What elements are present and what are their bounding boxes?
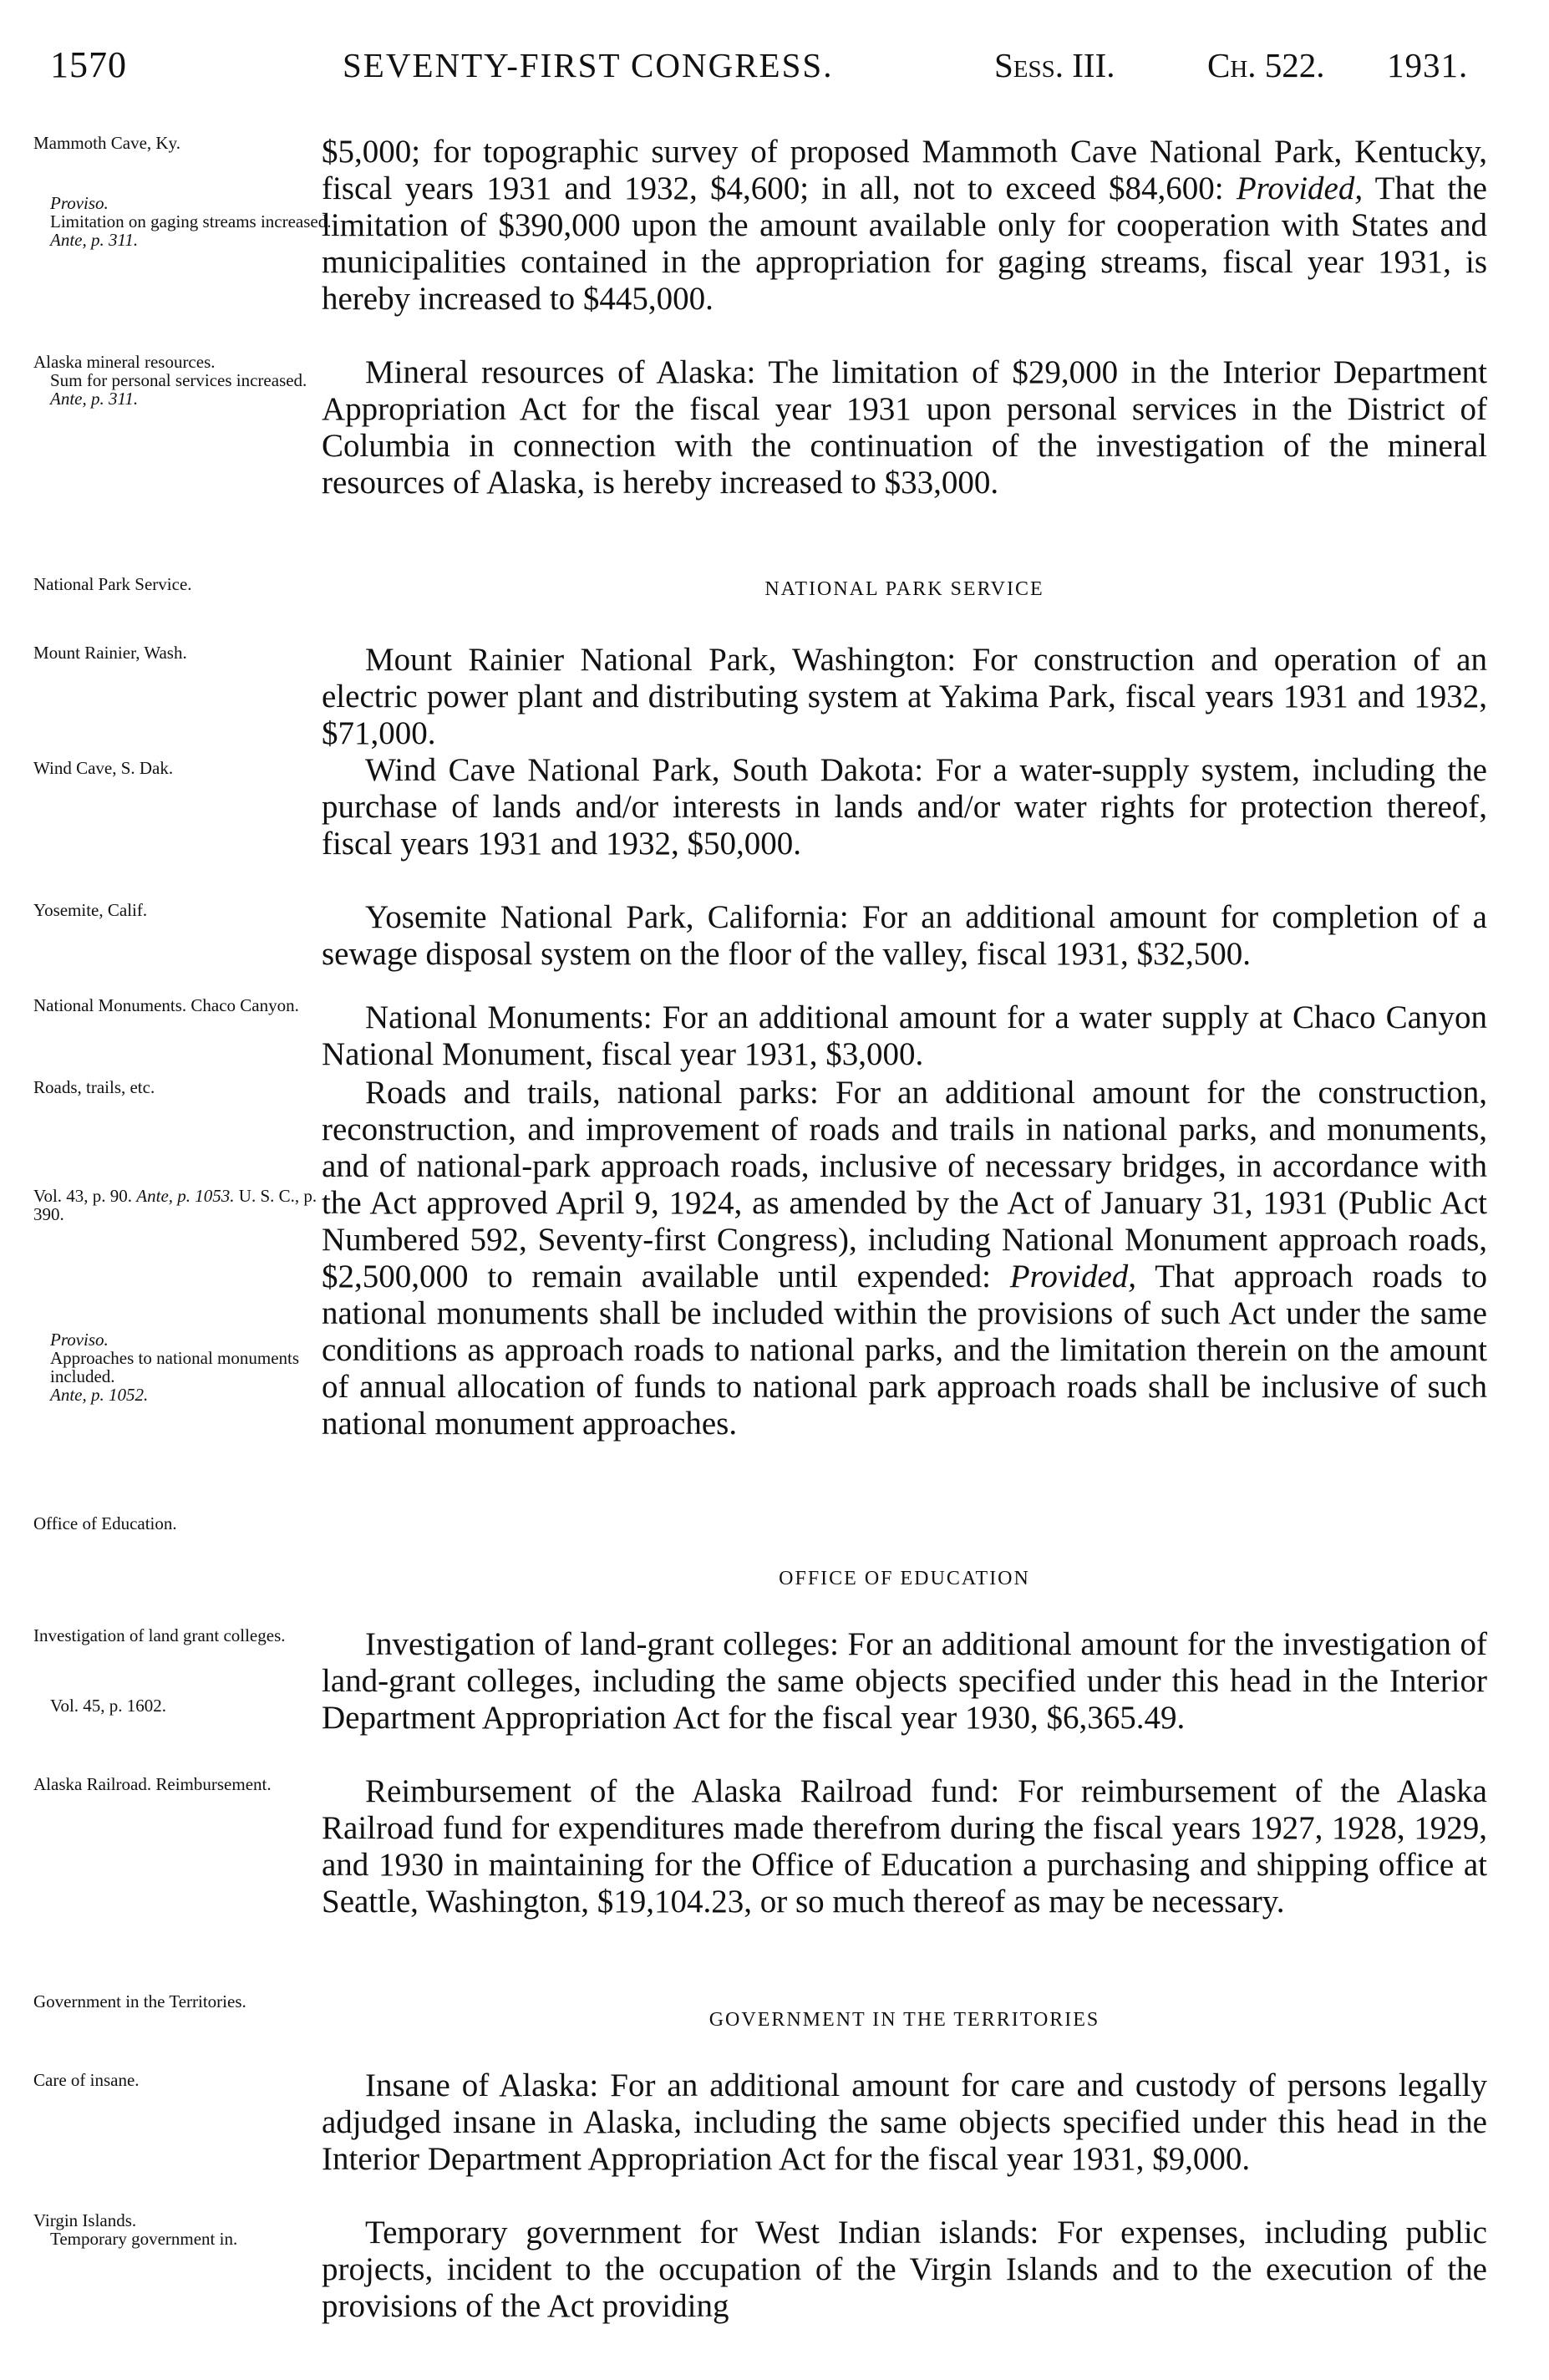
paragraph-text: Temporary government for West Indian islands: For expenses, including public projects, incident to the occupation of the Virgin Islands and to the execution of the provisions of the Act providing: [322, 2215, 1487, 2324]
margin-note-line: Proviso.: [50, 1330, 109, 1350]
margin-note-monuments: [33, 996, 334, 1015]
margin-note-line: Limitation on gaging streams increased.: [50, 211, 332, 231]
margin-note-nps: [33, 575, 334, 593]
margin-note-line: Yosemite, Calif.: [33, 900, 148, 920]
margin-note-education: [33, 1514, 334, 1533]
paragraph-text: That the limitation of $390,000 upon the amount available only for cooperation with States and municipalities contained in the appropriation for gaging streams, fiscal year 1931, is hereby increased to $445,000.: [322, 170, 1487, 317]
paragraph-text: National Monuments: For an additional amount for a water supply at Chaco Canyon National Monument, fiscal year 1931, $3,000.: [322, 999, 1487, 1072]
page-number: 1570: [50, 44, 127, 85]
margin-note-line: Alaska Railroad.: [33, 1774, 152, 1794]
margin-note-line: Roads, trails, etc.: [33, 1077, 155, 1097]
paragraph-text: Yosemite National Park, California: For an additional amount for completion of a sewage disposal system on the floor of the valley, fiscal 1931, $32,500.: [322, 899, 1487, 972]
margin-note-line: Alaska mineral resources.: [33, 352, 216, 372]
paragraph-mammoth-cave: [322, 134, 1487, 318]
margin-note-vol45: [33, 1696, 334, 1715]
paragraph-text: Reimbursement of the Alaska Railroad fund: For reimbursement of the Alaska Railroad fund for expenditures made therefrom during the fiscal years 1927, 1928, 1929, and 1930 in maintaining for the Office of Education a purchasing and shipping office at Seattle, Washington, $19,104.23, or so much thereof as may be necessary.: [322, 1773, 1487, 1920]
provided-italic: Provided,: [1009, 1259, 1137, 1294]
paragraph-text: Roads and trails, national parks: For an additional amount for the construction, reconstruction, and improvement of roads and trails in national parks, and monuments, and of national-park approach roads, inclusive of necessary bridges, in accordance with the Act approved April 9, 1924, as amended by the Act of January 31, 1931 (Public Act Numbered 592, Seventy-first Congress), including National Monument approach roads, $2,500,000 to remain available until expended:: [322, 1075, 1487, 1294]
chapter-label: Ch. 522.: [1207, 46, 1325, 84]
margin-note-line: Approaches to national monuments included.: [50, 1348, 300, 1386]
margin-note-vol43: [33, 1187, 334, 1223]
session-label: Sess. III.: [994, 46, 1115, 84]
margin-note-line: National Monuments.: [33, 995, 187, 1015]
margin-note-railroad: [33, 1775, 334, 1793]
section-heading-education: OFFICE OF EDUCATION: [779, 1568, 1030, 1589]
paragraph-insane-alaska: [322, 2067, 1487, 2178]
paragraph-alaska-mineral: [322, 354, 1487, 501]
paragraph-text: $5,000; for topographic survey of proposed Mammoth Cave National Park, Kentucky, fiscal years 1931 and 1932, $4,600; in all, not to exceed $84,600:: [322, 134, 1487, 206]
congress-title: SEVENTY-FIRST CONGRESS.: [343, 46, 834, 84]
margin-note-line: Reimbursement.: [155, 1774, 272, 1794]
margin-note-alaska-mineral: [33, 353, 334, 408]
margin-note-line: Mount Rainier, Wash.: [33, 643, 187, 663]
margin-note-line: Investigation of land grant colleges.: [33, 1625, 286, 1645]
margin-note-virgin: [33, 2211, 334, 2248]
margin-note-line: Proviso.: [50, 193, 109, 213]
year-label: 1931.: [1387, 46, 1469, 84]
margin-note-proviso-gaging: [33, 194, 334, 249]
margin-note-line: Vol. 45, p. 1602.: [50, 1696, 167, 1716]
margin-note-line: Ante, p. 311.: [50, 230, 139, 250]
paragraph-text: Insane of Alaska: For an additional amount for care and custody of persons legally adjudged insane in Alaska, including the same objects specified under this head in the Interior Department Appropriation Act for the fiscal year 1931, $9,000.: [322, 2067, 1487, 2177]
margin-note-roads: [33, 1078, 334, 1096]
margin-note-rainier: [33, 643, 334, 662]
margin-note-landgrant: [33, 1626, 334, 1645]
paragraph-text: Investigation of land-grant colleges: For an additional amount for the investigation of land-grant colleges, including the same objects specified under this head in the Interior Department Appropriation Act for the fiscal year 1930, $6,365.49.: [322, 1626, 1487, 1736]
margin-note-territories: [33, 1992, 334, 2011]
margin-note-line: National Park Service.: [33, 574, 192, 594]
margin-note-mammoth: [33, 134, 334, 152]
margin-note-line: Ante, p. 1052.: [50, 1385, 149, 1405]
margin-note-line: Temporary government in.: [50, 2229, 238, 2249]
section-heading-nps: NATIONAL PARK SERVICE: [764, 578, 1044, 600]
paragraph-roads-trails: [322, 1075, 1487, 1442]
margin-note-insane: [33, 2071, 334, 2089]
paragraph-wind-cave: [322, 752, 1487, 862]
margin-note-yosemite: [33, 901, 334, 919]
margin-note-line: Wind Cave, S. Dak.: [33, 758, 174, 778]
paragraph-mount-rainier: [322, 642, 1487, 752]
margin-note-line: Office of Education.: [33, 1513, 177, 1533]
paragraph-national-monuments: [322, 999, 1487, 1073]
margin-note-line: Sum for personal services increased.: [50, 370, 307, 390]
margin-note-line: Care of insane.: [33, 2070, 140, 2090]
margin-notes: [33, 0, 334, 2380]
margin-note-line: Ante, p. 1053.: [136, 1186, 235, 1206]
paragraph-text: Mineral resources of Alaska: The limitation of $29,000 in the Interior Department Appropriation Act for the fiscal year 1931 upon personal services in the District of Columbia in connection with the continuation of the investigation of the mineral resources of Alaska, is hereby increased to $33,000.: [322, 354, 1487, 501]
margin-note-line: Virgin Islands.: [33, 2210, 137, 2230]
margin-note-line: Government in the Territories.: [33, 1991, 246, 2011]
paragraph-alaska-railroad: [322, 1773, 1487, 1920]
paragraph-virgin-islands: [322, 2215, 1487, 2325]
margin-note-line: Vol. 43, p. 90.: [33, 1186, 133, 1206]
main-text-column: [322, 0, 1487, 2380]
margin-note-windcave: [33, 759, 334, 777]
margin-note-proviso-approaches: [33, 1330, 334, 1404]
margin-note-line: Mammoth Cave, Ky.: [33, 133, 180, 153]
paragraph-text: That approach roads to national monuments shall be included within the provisions of such Act under the same conditions as approach roads to national parks, and the limitation therein on the amount of annual allocation of funds to national park approach roads shall be inclusive of such national monument approaches.: [322, 1259, 1487, 1442]
paragraph-text: Mount Rainier National Park, Washington: For construction and operation of an electric power plant and distributing system at Yakima Park, fiscal years 1931 and 1932, $71,000.: [322, 642, 1487, 751]
margin-note-line: Ante, p. 311.: [50, 389, 139, 409]
margin-note-line: U. S. C., p. 390.: [33, 1186, 317, 1224]
paragraph-yosemite: [322, 899, 1487, 973]
paragraph-land-grant: [322, 1626, 1487, 1737]
provided-italic: Provided,: [1236, 170, 1364, 206]
margin-note-line: Chaco Canyon.: [190, 995, 299, 1015]
paragraph-text: Wind Cave National Park, South Dakota: For a water-supply system, including the purchase of lands and/or interests in lands and/or water rights for protection thereof, fiscal years 1931 and 1932, $50,000.: [322, 752, 1487, 862]
section-heading-territories: GOVERNMENT IN THE TERRITORIES: [708, 2009, 1100, 2031]
